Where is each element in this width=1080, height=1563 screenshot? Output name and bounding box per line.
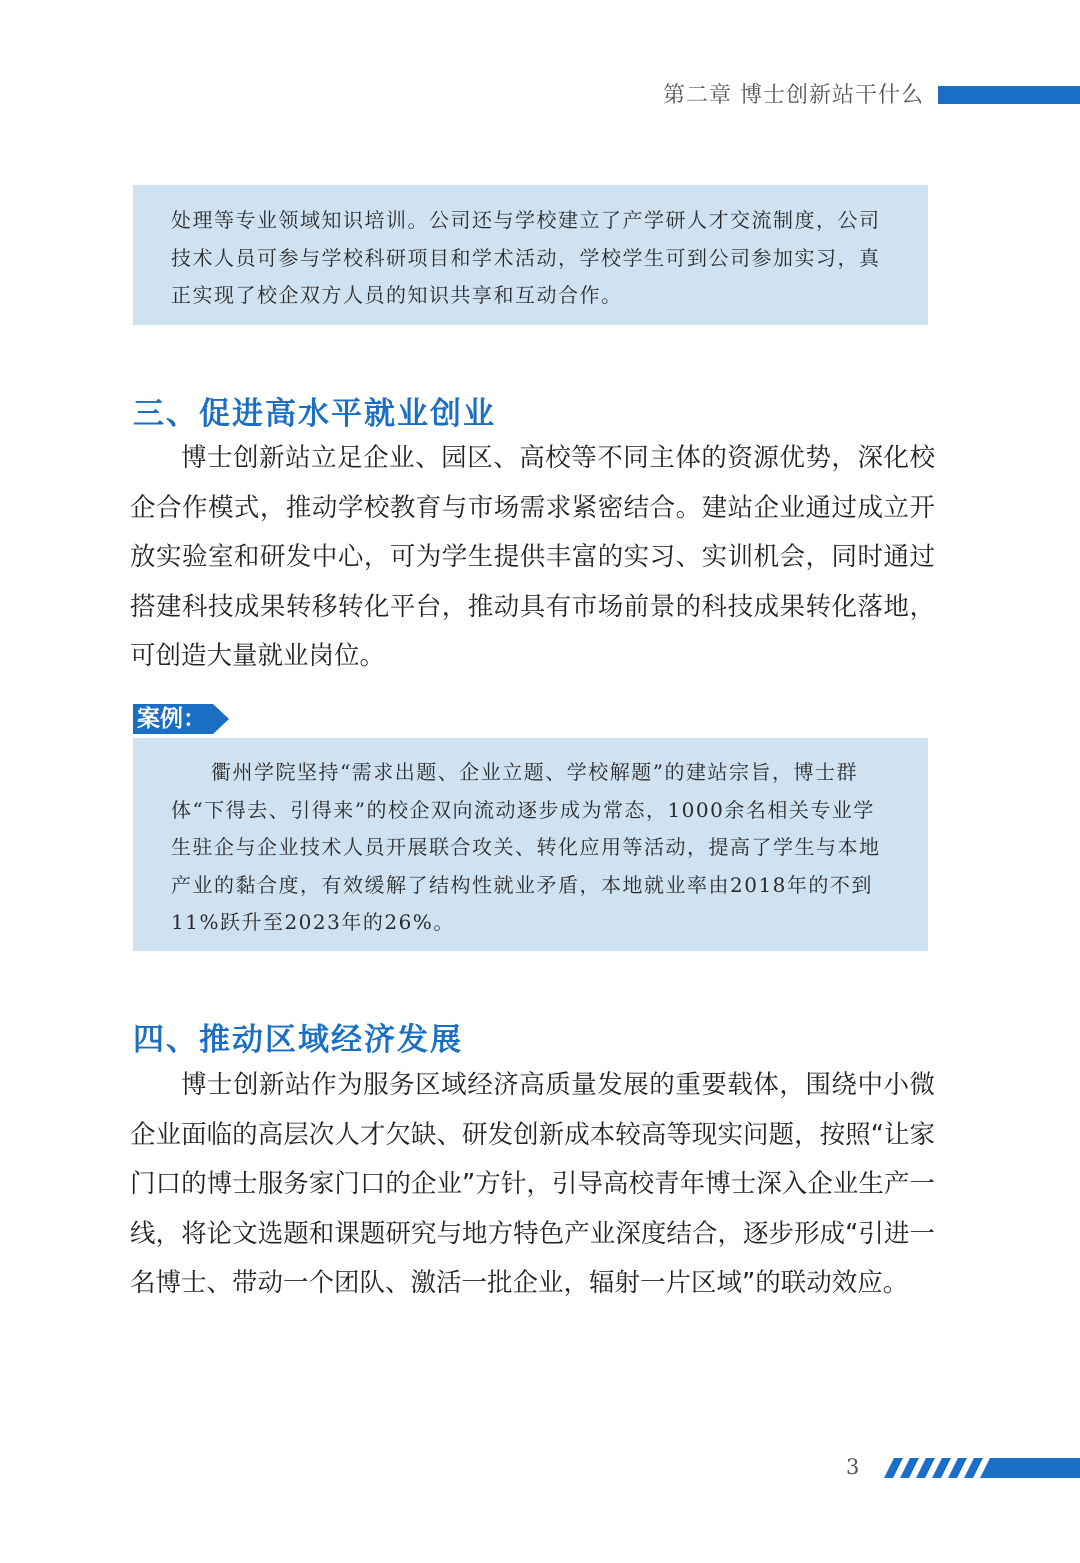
section-4-heading: 四、推动区域经济发展	[133, 1022, 463, 1058]
case-box-continued	[133, 185, 928, 325]
footer-stripes-icon	[884, 1458, 1080, 1478]
case-box-quzhou	[133, 738, 928, 951]
section-3-heading: 三、促进高水平就业创业	[133, 396, 496, 432]
page-number: 3	[846, 1455, 860, 1479]
case-label	[133, 704, 229, 734]
case-box-continued-text: 处理等专业领域知识培训。公司还与学校建立了产学研人才交流制度，公司技术人员可参与学校科研项目和学术活动，学校学生可到公司参加实习，真正实现了校企双方人员的知识共享和互动合作。	[171, 208, 881, 307]
section-3-paragraph: 博士创新站立足企业、园区、高校等不同主体的资源优势，深化校企合作模式，推动学校教育与市场需求紧密结合。建站企业通过成立开放实验室和研发中心，可为学生提供丰富的实习、实训机会，同时通过搭建科技成果转移转化平台，推动具有市场前景的科技成果转化落地，可创造大量就业岗位。	[130, 443, 935, 672]
case-label-text: 案例：	[137, 706, 206, 732]
section-4-paragraph: 博士创新站作为服务区域经济高质量发展的重要载体，围绕中小微企业面临的高层次人才欠缺、研发创新成本较高等现实问题，按照“让家门口的博士服务家门口的企业”方针，引导高校青年博士深入企业生产一线，将论文选题和课题研究与地方特色产业深度结合，逐步形成“引进一名博士、带动一个团队、激活一批企业，辐射一片区域”的联动效应。	[130, 1070, 935, 1299]
header-accent-bar	[938, 86, 1080, 104]
case-box-quzhou-text: 衢州学院坚持“需求出题、企业立题、学校解题”的建站宗旨，博士群体“下得去、引得来”的校企双向流动逐步成为常态，1000余名相关专业学生驻企与企业技术人员开展联合攻关、转化应用等活动，提高了学生与本地产业的黏合度，有效缓解了结构性就业矛盾，本地就业率由2018年的不到11%跃升至2023年的26%。	[171, 760, 881, 934]
chapter-title: 第二章 博士创新站干什么	[663, 83, 924, 108]
